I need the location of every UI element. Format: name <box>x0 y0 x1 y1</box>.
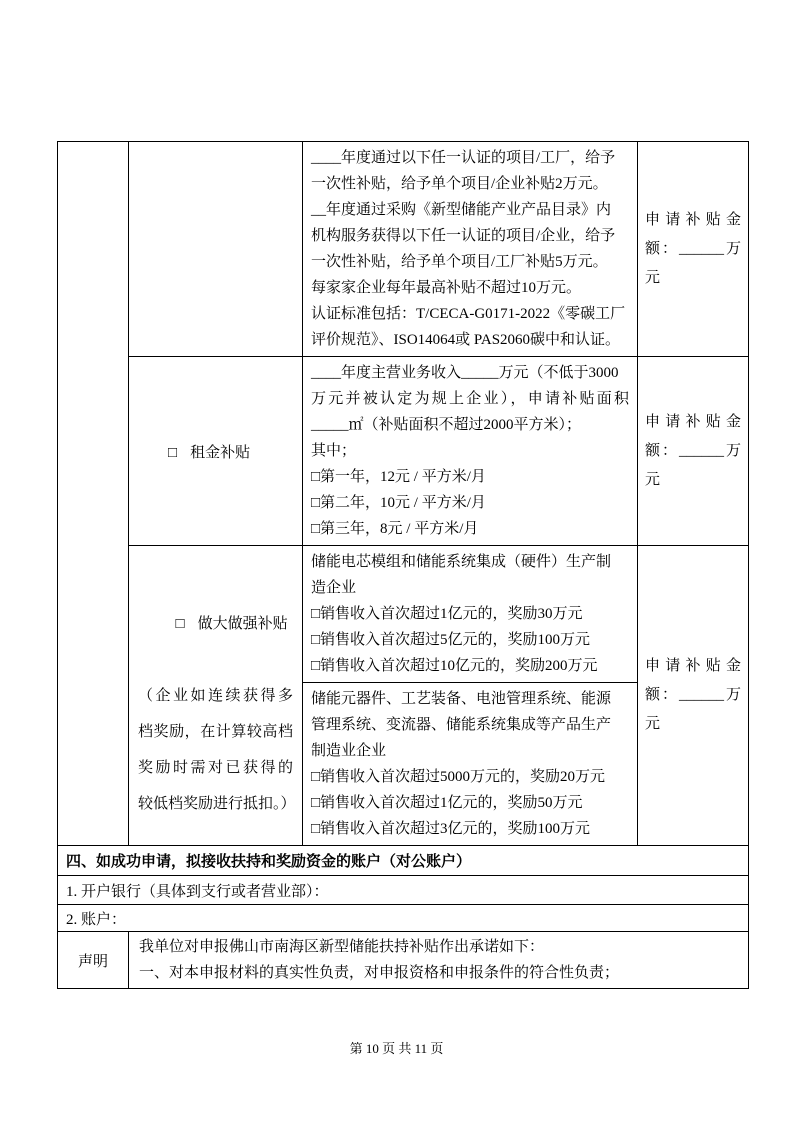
certification-detail-cell <box>303 142 638 357</box>
text-line: ____年度通过以下任一认证的项目/工厂，给予 <box>311 150 616 166</box>
declaration-content-cell <box>129 932 749 989</box>
text-line: 储能元器件、工艺装备、电池管理系统、能源 <box>311 691 612 707</box>
grow-strong-title-line <box>138 570 293 678</box>
text-line: 一次性补贴，给予单个项目/工厂补贴5万元。 <box>311 254 608 270</box>
account-number-row: 2. 账户： <box>58 905 749 932</box>
text-line: 认证标准包括：T/CECA-G0171-2022《零碳工厂 <box>311 306 626 322</box>
subsidy-application-table <box>57 141 749 989</box>
text-line: □销售收入首次超过1亿元的，奖励30万元 <box>311 606 583 622</box>
text-line: 评价规范》、ISO14064或 PAS2060碳中和认证。 <box>311 332 621 348</box>
hardware-manufacturer-detail-cell <box>303 546 638 683</box>
text-line: 一次性补贴，给予单个项目/企业补贴2万元。 <box>311 176 608 192</box>
text-line: 万元并被认定为规上企业），申请补贴面积 <box>311 391 629 407</box>
text-line: 管理系统、变流器、储能系统集成等产品生产 <box>311 717 612 733</box>
text-line: 制造业企业 <box>311 743 387 759</box>
rent-subsidy-label-cell <box>129 357 303 546</box>
text-line: 申请补贴金 <box>645 658 741 674</box>
text-line: （企业如连续获得多 <box>138 687 293 704</box>
text-line: 我单位对申报佛山市南海区新型储能扶持补贴作出承诺如下： <box>139 939 545 955</box>
bank-name-row: 1. 开户银行（具体到支行或者营业部）： <box>58 876 749 905</box>
text-line: __年度通过采购《新型储能产业产品目录》内 <box>311 202 612 218</box>
text-line: 额：______万 <box>645 442 741 459</box>
text-line: □销售收入首次超过1亿元的，奖励50万元 <box>311 795 583 811</box>
rent-subsidy-detail-cell <box>303 357 638 546</box>
text-line: ____年度主营业务收入_____万元（不低于3000 <box>311 365 619 381</box>
text-line: □第三年，8元 / 平方米/月 <box>311 521 479 537</box>
checkbox-icon: □ <box>168 444 178 461</box>
text-line: 一、对本申报材料的真实性负责，对申报资格和申报条件的符合性负责； <box>139 965 620 981</box>
checkbox-icon: □ <box>175 615 185 632</box>
text-line: 额：______万 <box>645 240 741 257</box>
text-line: □销售收入首次超过5000万元的，奖励20万元 <box>311 769 606 785</box>
certification-label-empty-cell <box>129 142 303 357</box>
text-line: 机构服务获得以下任一认证的项目/企业，给予 <box>311 228 616 244</box>
category-column-empty-cell <box>58 142 129 846</box>
component-manufacturer-detail-cell <box>303 683 638 846</box>
text-line: _____㎡（补贴面积不超过2000平方米）； <box>311 417 582 433</box>
section4-title: 四、如成功申请，拟接收扶持和奖励资金的账户（对公账户） <box>58 846 749 876</box>
rent-subsidy-label: 租金补贴 <box>190 444 251 461</box>
grow-strong-label-cell <box>129 546 303 846</box>
declaration-label-cell: 声明 <box>58 932 129 989</box>
text-line: □销售收入首次超过5亿元的，奖励100万元 <box>311 632 591 648</box>
text-line: □第一年，12元 / 平方米/月 <box>311 469 486 485</box>
text-line: 奖励时需对已获得的 <box>138 759 293 776</box>
page-number-footer: 第 10 页 共 11 页 <box>349 1041 444 1056</box>
text-line: 储能电芯模组和储能系统集成（硬件）生产制 <box>311 554 612 570</box>
text-line: 造企业 <box>311 580 357 596</box>
text-line: 较低档奖励进行抵扣。） <box>138 795 296 812</box>
text-line: 其中； <box>311 443 357 459</box>
text-line: □销售收入首次超过10亿元的，奖励200万元 <box>311 658 598 674</box>
grow-strong-note <box>138 678 296 822</box>
text-line: 元 <box>645 269 661 286</box>
text-line: 档奖励，在计算较高档 <box>138 723 293 740</box>
text-line: 每家家企业每年最高补贴不超过10万元。 <box>311 280 582 296</box>
grow-strong-amount-cell <box>638 546 749 846</box>
text-line: 元 <box>645 716 661 732</box>
text-line: 元 <box>645 471 661 488</box>
grow-strong-label: 做大做强补贴 <box>197 615 288 632</box>
text-line: 申请补贴金 <box>645 413 741 430</box>
text-line: 额：______万 <box>645 687 741 703</box>
certification-amount-cell <box>638 142 749 357</box>
text-line: □第二年，10元 / 平方米/月 <box>311 495 486 511</box>
text-line: □销售收入首次超过3亿元的，奖励100万元 <box>311 821 591 837</box>
rent-amount-cell <box>638 357 749 546</box>
text-line: 申请补贴金 <box>645 211 741 228</box>
